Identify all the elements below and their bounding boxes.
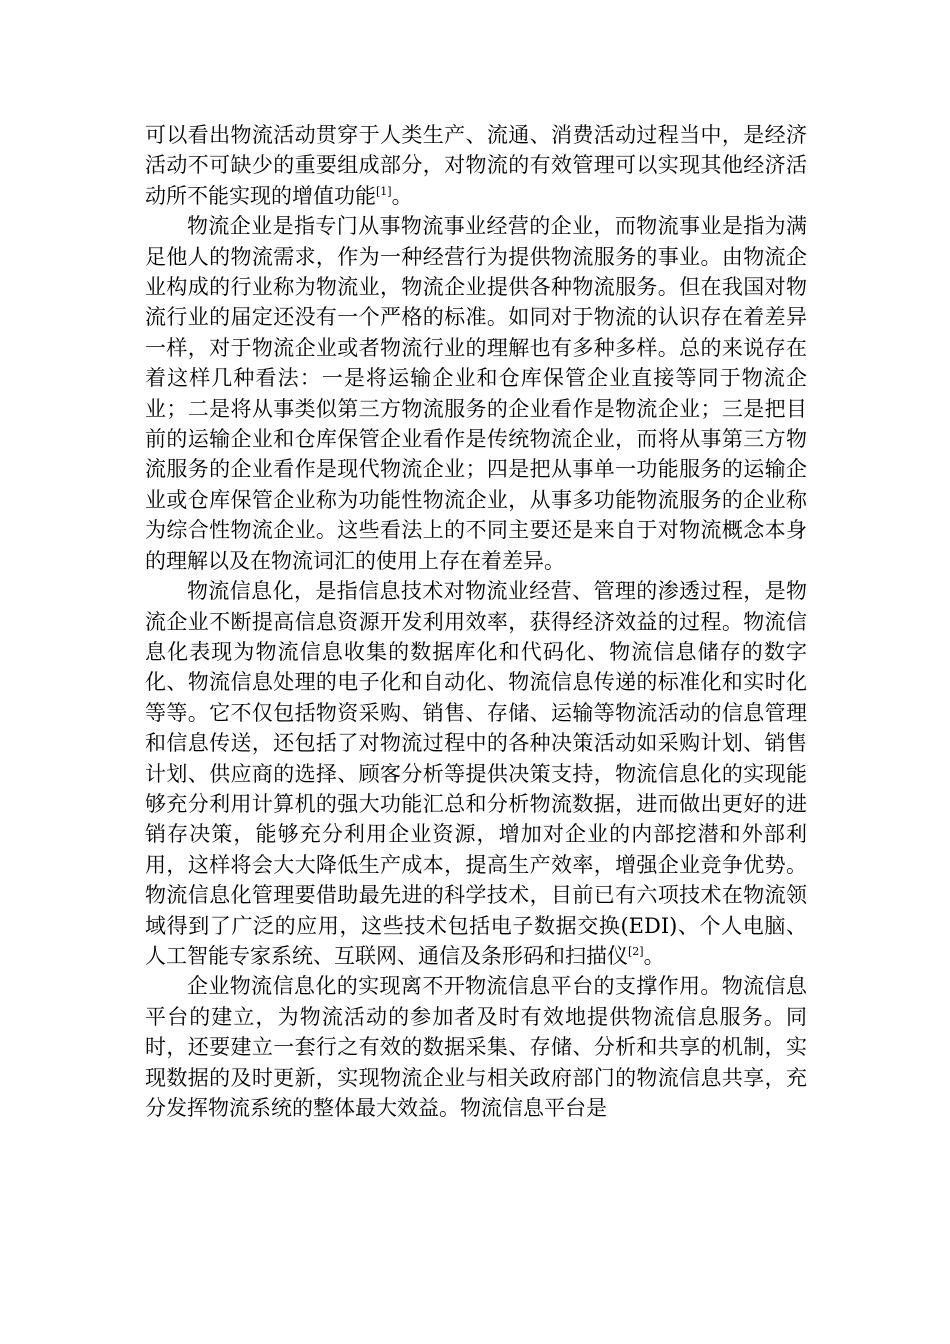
paragraph-text: 可以看出物流活动贯穿于人类生产、流通、消费活动过程当中，是经济活动不可缺少的重要组成部分，对物流的有效管理可以实现其他经济活动所不能实现的增值功能 (145, 123, 807, 208)
citation-ref: [1] (376, 184, 392, 198)
paragraph-text: 物流企业是指专门从事物流事业经营的企业，而物流事业是指为满足他人的物流需求，作为一种经营行为提供物流服务的事业。由物流企业构成的行业称为物流业，物流企业提供各种物流服务。但在我国对物流行业的届定还没有一个严格的标准。如同对于物流的认识存在着差异一样，对于物流企业或者物流行业的理解也有多种多样。总的来说存在着这样几种看法：一是将运输企业和仓库保管企业直接等同于物流企业；二是将从事类似第三方物流服务的企业看作是物流企业；三是把目前的运输企业和仓库保管企业看作是传统物流企业，而将从事第三方物流服务的企业看作是现代物流企业；四是把从事单一功能服务的运输企业或仓库保管企业称为功能性物流企业，从事多功能物流服务的企业称为综合性物流企业。这些看法上的不同主要还是来自于对物流概念本身的理解以及在物流词汇的使用上存在着差异。 (145, 214, 807, 573)
document-body (145, 120, 807, 1123)
paragraph-information-platform (145, 971, 807, 1123)
paragraph-tail: 。 (643, 943, 665, 968)
citation-ref: [2] (628, 944, 644, 958)
paragraph-continuation (145, 120, 807, 211)
paragraph-text: 物流信息化，是指信息技术对物流业经营、管理的渗透过程，是物流企业不断提高信息资源开发利用效率，获得经济效益的过程。物流信息化表现为物流信息收集的数据库化和代码化、物流信息储存的数字化、物流信息处理的电子化和自动化、物流信息传递的标准化和实时化等等。它不仅包括物资采购、销售、存储、运输等物流活动的信息管理和信息传送，还包括了对物流过程中的各种决策活动如采购计划、销售计划、供应商的选择、顾客分析等提供决策支持，物流信息化的实现能够充分利用计算机的强大功能汇总和分析物流数据，进而做出更好的进销存决策，能够充分利用企业资源，增加对企业的内部挖潜和外部利用，这样将会大大降低生产成本，提高生产效率，增强企业竞争优势。物流信息化管理要借助最先进的科学技术，目前已有六项技术在物流领域得到了广泛的应用，这些技术包括电子数据交换(EDI)、个人电脑、人工智能专家系统、互联网、通信及条形码和扫描仪 (145, 579, 807, 968)
paragraph-tail: 。 (391, 183, 413, 208)
paragraph-text: 企业物流信息化的实现离不开物流信息平台的支撑作用。物流信息平台的建立，为物流活动的参加者及时有效地提供物流信息服务。同时，还要建立一套行之有效的数据采集、存储、分析和共享的机制，实现数据的及时更新，实现物流企业与相关政府部门的物流信息共享，充分发挥物流系统的整体最大效益。物流信息平台是 (145, 974, 807, 1120)
paragraph-logistics-informatization (145, 576, 807, 971)
paragraph-logistics-enterprise (145, 211, 807, 576)
